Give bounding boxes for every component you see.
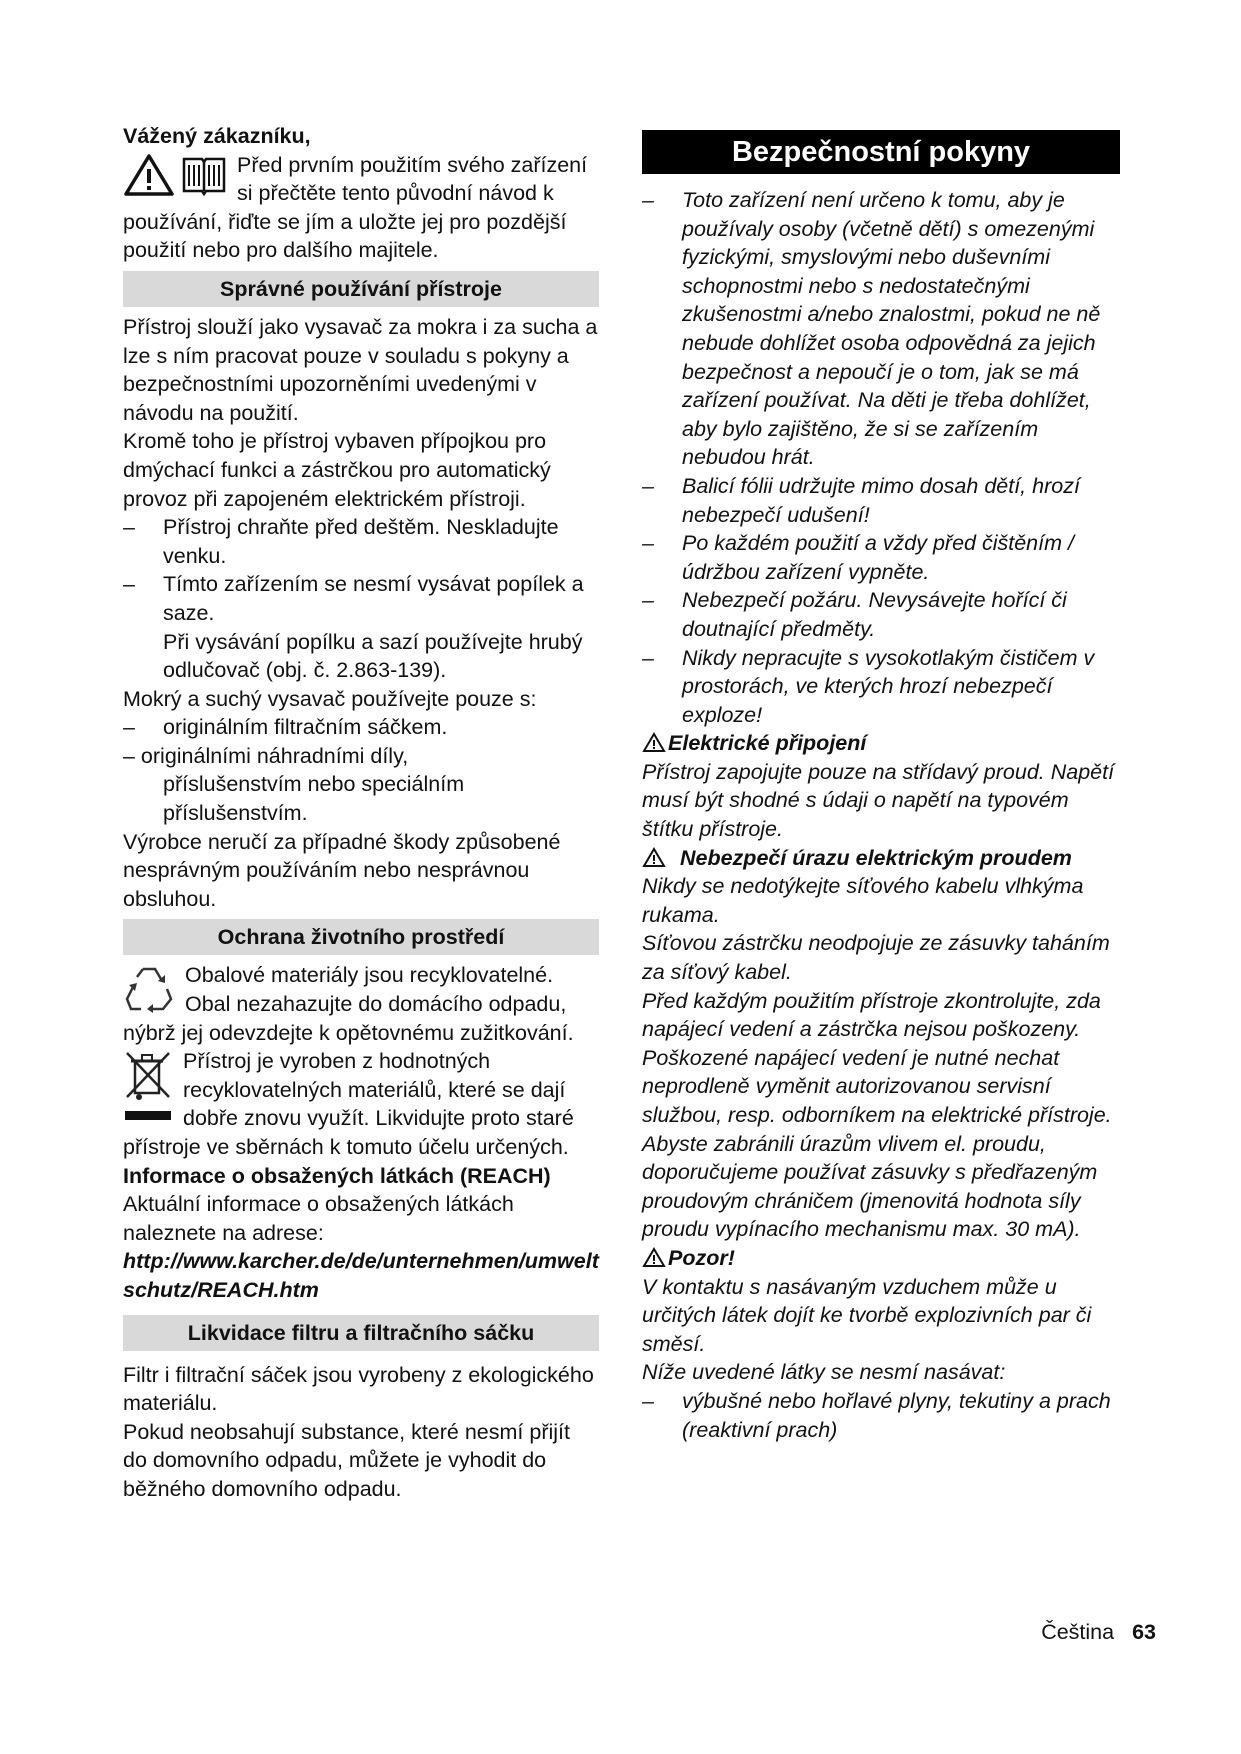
safety-title: Bezpečnostní pokyny [642,130,1120,174]
list-item: – Přístroj chraňte před deštěm. Neskladujte venku. [123,515,559,568]
crossed-bin-group [123,1049,173,1121]
list-item: – Nebezpečí požáru. Nevysávejte hořící či doutnající předměty. [642,588,1067,641]
section-heading-environment: Ochrana životního prostředí [123,919,599,955]
reach-text: Aktuální informace o obsažených látkách naleznete na adrese: [123,1192,514,1245]
section-heading-correct-use: Správné používání přístroje [123,271,599,307]
list-item: – Tímto zařízením se nesmí vysávat popílek a saze. [123,572,584,625]
list-item: – výbušné nebo hořlavé plyny, tekutiny a prach (reaktivní prach) [642,1388,1111,1442]
paragraph: Níže uvedené látky se nesmí nasávat: [642,1360,1006,1385]
paragraph: V kontaktu s nasávaným vzduchem může u určitých látek dojít ke tvorbě explozivních par či směsí. [642,1274,1092,1356]
list-item: – Po každém použití a vždy před čištěním / údržbou zařízení vypněte. [642,531,1074,584]
intro-text: Před prvním použitím svého zařízení si přečtěte tento původní návod k používání, řiďte se jím a uložte jej pro pozdější použití nebo pro dalšího majitele. [123,152,588,263]
intro [123,151,599,265]
warning-icon [642,1247,666,1268]
paragraph: Před každým použitím přístroje zkontrolujte, zda napájecí vedení a zástrčka nejsou poškozeny. Poškozené napájecí vedení je nutné nechat neprodleně vyměnit autorizovanou servisní službou, resp. odborníkem na elektrické přístroje. [642,988,1112,1127]
paragraph: Mokrý a suchý vysavač používejte pouze s: [123,686,537,711]
manual-book-icon [181,153,227,197]
reach-link[interactable]: http://www.karcher.de/de/unternehmen/umweltschutz/REACH.htm [123,1249,599,1302]
electrical-heading: Elektrické připojení [642,729,1120,758]
paragraph: Filtr i filtrační sáček jsou vyrobeny z ekologického materiálu. [123,1362,594,1416]
reach-heading: Informace o obsažených látkách (REACH) [123,1163,551,1188]
left-column [123,122,599,1504]
page-footer [1041,1620,1156,1645]
warning-icon [642,847,666,868]
crossed-bin-icon [123,1049,173,1121]
shock-heading: Nebezpečí úrazu elektrickým proudem [642,844,1120,873]
paragraph: Výrobce neručí za případné škody způsobené nesprávným používáním nebo nesprávnou obsluhou. [123,829,561,911]
paragraph: Kromě toho je přístroj vybaven přípojkou pro dmýchací funkci a zástrčkou pro automatický provoz při zapojeném elektrickém přístroji. [123,429,551,511]
recycle-icon [123,963,175,1013]
disposal-paragraph: Přístroj je vyroben z hodnotných recyklovatelných materiálů, které se dají dobře znovu využít. Likvidujte proto staré přístroje ve sběrnách k tomuto účelu určených. [123,1049,574,1159]
list-item: – Nikdy nepracujte s vysokotlakým čističem v prostorách, ve kterých hrozí nebezpečí exploze! [642,645,1095,727]
warning-icon [642,732,666,753]
paragraph: Nikdy se nedotýkejte síťového kabelu vlhkýma rukama. [642,874,1084,927]
paragraph: Síťovou zástrčku neodpojuje ze zásuvky taháním za síťový kabel. [642,931,1110,985]
footer-language: Čeština [1041,1620,1115,1644]
recycle-paragraph: Obalové materiály jsou recyklovatelné. Obal nezahazujte do domácího odpadu, nýbrž jej odevzdejte k opětovnému zužitkování. [123,963,574,1045]
list-item: – Balicí fólii udržujte mimo dosah dětí, hrozí nebezpečí udušení! [642,473,1080,527]
right-column [642,122,1120,1444]
list-item-continuation: Při vysávání popílku a sazí používejte hrubý odlučovač (obj. č. 2.863-139). [163,629,583,683]
caution-heading: Pozor! [642,1244,1120,1273]
warning-icon [123,153,175,197]
list-item-continuation: příslušenstvím nebo speciálním příslušenstvím. [163,772,465,826]
paragraph: Přístroj slouží jako vysavač za mokra i za sucha a lze s ním pracovat pouze v souladu s pokyny a bezpečnostními upozorněními uvedenými v návodu na použití. [123,314,598,425]
list-item: – originálním filtračním sáčkem. [123,715,448,740]
greeting: Vážený zákazníku, [123,124,311,148]
list-item: – originálními náhradními díly, [123,743,409,768]
paragraph: Abyste zabránili úrazům vlivem el. proudu, doporučujeme používat zásuvky s předřazeným proudovým chráničem (jmenovitá hodnota síly proudu vypínacího mechanismu max. 30 mA). [642,1131,1098,1242]
paragraph: Přístroj zapojujte pouze na střídavý proud. Napětí musí být shodné s údaji o napětí na typovém štítku přístroje. [642,759,1115,842]
section-heading-filter-disposal: Likvidace filtru a filtračního sáčku [123,1315,599,1351]
paragraph: Pokud neobsahují substance, které nesmí přijít do domovního odpadu, můžete je vyhodit do běžného domovního odpadu. [123,1419,570,1501]
warning-manual-icon-group [123,153,227,197]
list-item: – Toto zařízení není určeno k tomu, aby je používaly osoby (včetně dětí) s omezenými fyzickými, smyslovými nebo duševními schopnostmi nebo s nedostatečnými zkušenostmi a/nebo znalostmi, pokud ne ně nebude dohlížet osoba odpovědná za jejich bezpečnost a nepoučí je o tom, jak se má zařízení používat. Na děti je třeba dohlížet, aby bylo zajištěno, že si se zařízením nebudou hrát. [642,188,1101,470]
page-number: 63 [1132,1620,1156,1644]
